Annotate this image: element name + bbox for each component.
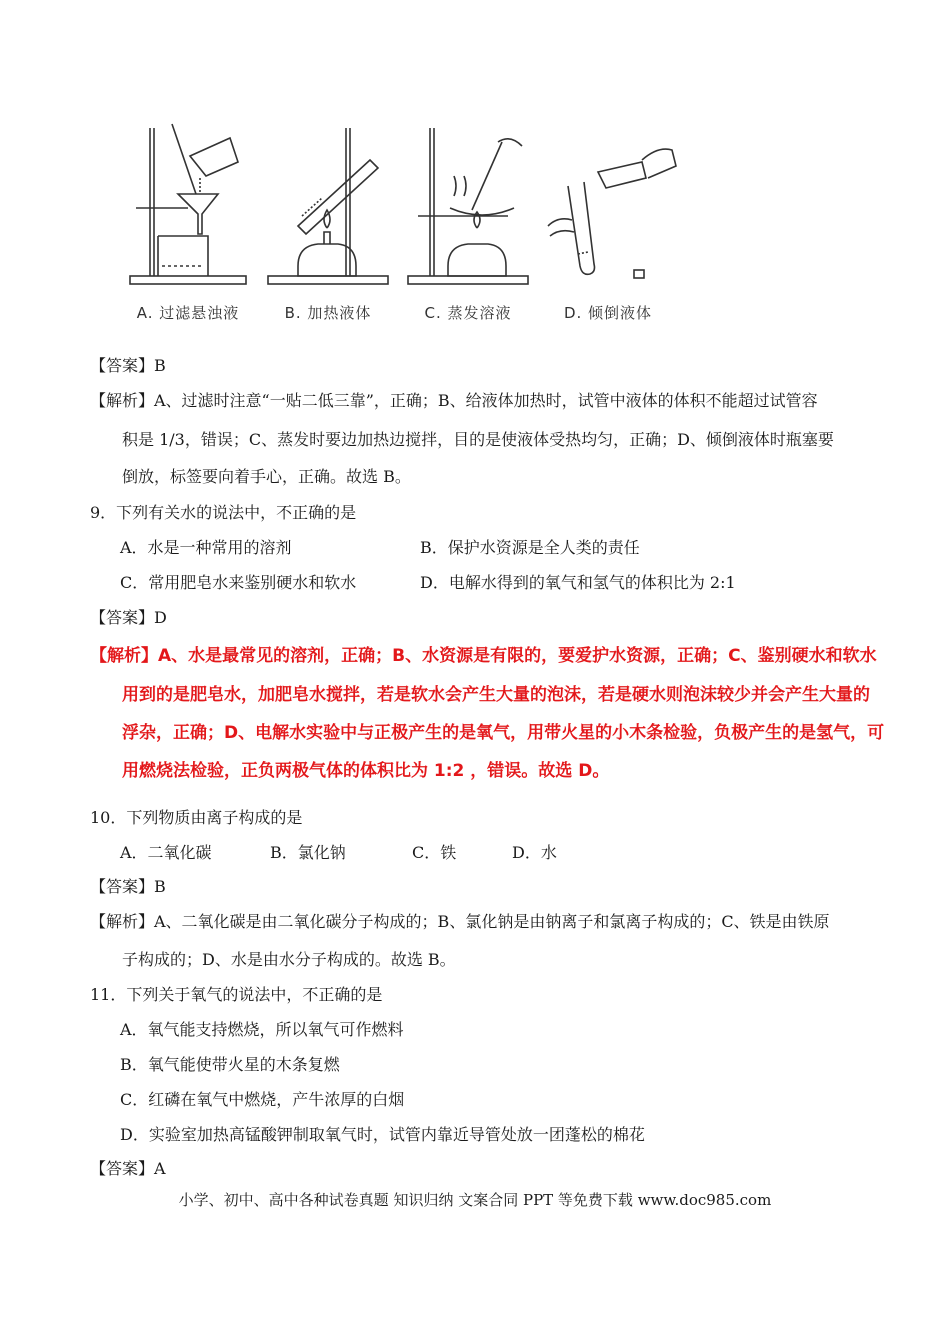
filtration-apparatus-icon [118,116,258,301]
q10-answer: 【答案】B [90,877,166,896]
q10-analysis-line: 【解析】A、二氧化碳是由二氧化碳分子构成的；B、氯化钠是由钠离子和氯离子构成的；C、铁是由铁原 [90,912,830,931]
q8-analysis-line: 【解析】A、过滤时注意“一贴二低三靠”，正确；B、给液体加热时，试管中液体的体积不能超过试管容 [90,391,818,410]
q11-option: A．氧气能支持燃烧，所以氧气可作燃料 [120,1020,404,1039]
q9-analysis-line: 浮杂，正确；D、电解水实验中与正极产生的是氧气，用带火星的小木条检验，负极产生的是氢气，可 [122,723,885,743]
pouring-liquid-icon [538,116,678,301]
heating-liquid-icon [258,116,398,301]
figure-a [118,116,258,326]
q10-stem: 10．下列物质由离子构成的是 [90,808,303,827]
q9-analysis-line: 用到的是肥皂水，加肥皂水搅拌，若是软水会产生大量的泡沫，若是硬水则泡沫较少并会产生大量的 [122,685,870,705]
evaporation-apparatus-icon [398,116,538,301]
figure-caption: B. 加热液体 [284,304,372,322]
figure-caption: A. 过滤悬浊液 [136,304,240,322]
q11-option: C．红磷在氧气中燃烧，产牛浓厚的白烟 [120,1090,405,1109]
q10-option: C．铁 [412,843,457,862]
figure-d [538,116,678,326]
figure-caption: C. 蒸发溶液 [424,304,512,322]
q11-option: D．实验室加热高锰酸钾制取氧气时，试管内靠近导管处放一团蓬松的棉花 [120,1125,645,1144]
q10-option: D．水 [512,843,557,862]
page-footer: 小学、初中、高中各种试卷真题 知识归纳 文案合同 PPT 等免费下载 www.doc985.com [178,1191,772,1209]
q8-analysis-line: 倒放，标签要向着手心，正确。故选 B。 [122,467,411,486]
q9-option: C．常用肥皂水来鉴别硬水和软水 [120,573,357,592]
q9-option: D．电解水得到的氧气和氢气的体积比为 2:1 [420,573,736,592]
q8-analysis-line: 积是 1/3，错误；C、蒸发时要边加热边搅拌，目的是使液体受热均匀，正确；D、倾倒液体时瓶塞要 [122,430,834,449]
q11-option: B．氧气能使带火星的木条复燃 [120,1055,340,1074]
figure-c [398,116,538,326]
figure-caption: D. 倾倒液体 [563,304,653,322]
q9-analysis-line: 用燃烧法检验，正负两极气体的体积比为 1:2 ，错误。故选 D。 [122,761,610,781]
q11-stem: 11．下列关于氧气的说法中，不正确的是 [90,985,383,1004]
q9-answer: 【答案】D [90,608,167,627]
q9-stem: 9．下列有关水的说法中，不正确的是 [90,503,357,522]
q9-option: A．水是一种常用的溶剂 [120,538,292,557]
q9-analysis-line: 【解析】A、水是最常见的溶剂，正确；B、水资源是有限的，要爱护水资源，正确；C、鉴别硬水和软水 [90,646,877,666]
figure-b [258,116,398,326]
q10-analysis-line: 子构成的；D、水是由水分子构成的。故选 B。 [122,950,456,969]
q10-option: B．氯化钠 [270,843,346,862]
q10-option: A．二氧化碳 [120,843,212,862]
q9-option: B．保护水资源是全人类的责任 [420,538,640,557]
q8-answer: 【答案】B [90,356,166,375]
q11-answer: 【答案】A [90,1159,166,1178]
experiment-figures [118,116,678,326]
